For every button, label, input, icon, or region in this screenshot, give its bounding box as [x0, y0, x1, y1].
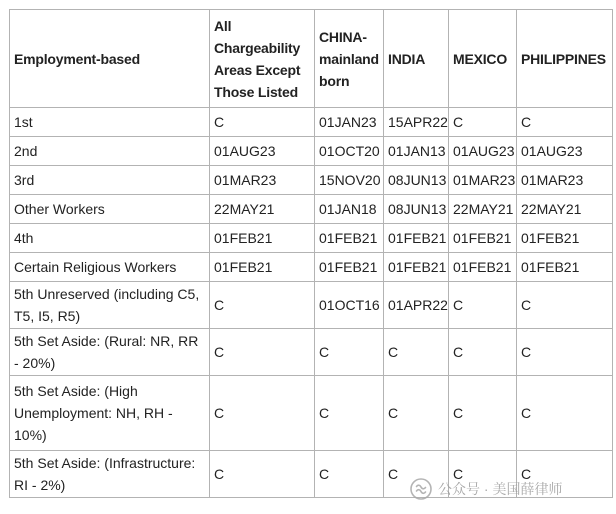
cell-china: 01OCT16: [315, 282, 384, 329]
cell-all-chargeability: 01MAR23: [210, 166, 315, 195]
cell-mexico: C: [449, 451, 517, 498]
cell-all-chargeability: C: [210, 108, 315, 137]
cell-all-chargeability: 22MAY21: [210, 195, 315, 224]
cell-china: C: [315, 451, 384, 498]
table-row: [10, 282, 613, 329]
cell-india: C: [384, 376, 449, 451]
cell-all-chargeability: C: [210, 451, 315, 498]
cell-mexico: C: [449, 329, 517, 376]
table-row: [10, 224, 613, 253]
cell-mexico: 01FEB21: [449, 253, 517, 282]
cell-philippines: 01AUG23: [517, 137, 613, 166]
cell-mexico: 01MAR23: [449, 166, 517, 195]
cell-philippines: C: [517, 282, 613, 329]
table-row: [10, 137, 613, 166]
table-row: [10, 376, 613, 451]
row-category: Certain Religious Workers: [10, 253, 210, 282]
header-china: CHINA-mainland born: [315, 10, 384, 108]
cell-china: C: [315, 376, 384, 451]
cell-all-chargeability: 01FEB21: [210, 253, 315, 282]
cell-india: 08JUN13: [384, 195, 449, 224]
table-row: [10, 253, 613, 282]
cell-china: 01OCT20: [315, 137, 384, 166]
row-category: Other Workers: [10, 195, 210, 224]
header-india: INDIA: [384, 10, 449, 108]
cell-philippines: 01MAR23: [517, 166, 613, 195]
header-all-chargeability: All Chargeability Areas Except Those Listed: [210, 10, 315, 108]
cell-china: C: [315, 329, 384, 376]
cell-mexico: C: [449, 376, 517, 451]
cell-india: 08JUN13: [384, 166, 449, 195]
cell-all-chargeability: C: [210, 376, 315, 451]
cell-all-chargeability: C: [210, 329, 315, 376]
row-category: 4th: [10, 224, 210, 253]
cell-philippines: C: [517, 376, 613, 451]
cell-india: 15APR22: [384, 108, 449, 137]
header-mexico: MEXICO: [449, 10, 517, 108]
visa-bulletin-table: [9, 9, 613, 498]
cell-india: 01FEB21: [384, 253, 449, 282]
table-header-row: [10, 10, 613, 108]
cell-india: 01JAN13: [384, 137, 449, 166]
cell-china: 15NOV20: [315, 166, 384, 195]
row-category: 5th Set Aside: (Infrastructure: RI - 2%): [10, 451, 210, 498]
watermark: [410, 476, 562, 502]
cell-india: C: [384, 451, 449, 498]
row-category: 5th Unreserved (including C5, T5, I5, R5): [10, 282, 210, 329]
row-category: 1st: [10, 108, 210, 137]
row-category: 2nd: [10, 137, 210, 166]
cell-india: C: [384, 329, 449, 376]
cell-mexico: C: [449, 108, 517, 137]
header-philippines: PHILIPPINES: [517, 10, 613, 108]
row-category: 3rd: [10, 166, 210, 195]
cell-china: 01JAN23: [315, 108, 384, 137]
cell-mexico: 01FEB21: [449, 224, 517, 253]
cell-india: 01APR22: [384, 282, 449, 329]
cell-india: 01FEB21: [384, 224, 449, 253]
cell-all-chargeability: 01AUG23: [210, 137, 315, 166]
header-employment-based: Employment-based: [10, 10, 210, 108]
cell-all-chargeability: 01FEB21: [210, 224, 315, 253]
cell-china: 01FEB21: [315, 253, 384, 282]
table-row: [10, 195, 613, 224]
table-row: [10, 108, 613, 137]
table-row: [10, 329, 613, 376]
cell-all-chargeability: C: [210, 282, 315, 329]
cell-philippines: C: [517, 451, 613, 498]
cell-philippines: 01FEB21: [517, 224, 613, 253]
cell-philippines: C: [517, 329, 613, 376]
cell-philippines: 22MAY21: [517, 195, 613, 224]
cell-china: 01JAN18: [315, 195, 384, 224]
cell-mexico: 01AUG23: [449, 137, 517, 166]
cell-china: 01FEB21: [315, 224, 384, 253]
cell-mexico: 22MAY21: [449, 195, 517, 224]
row-category: 5th Set Aside: (Rural: NR, RR - 20%): [10, 329, 210, 376]
table-row: [10, 166, 613, 195]
cell-mexico: C: [449, 282, 517, 329]
watermark-text: 公众号 · 美国薛律师: [438, 481, 563, 497]
row-category: 5th Set Aside: (High Unemployment: NH, RH - 10%): [10, 376, 210, 451]
cell-philippines: 01FEB21: [517, 253, 613, 282]
wechat-official-account-icon: [410, 478, 432, 500]
cell-philippines: C: [517, 108, 613, 137]
